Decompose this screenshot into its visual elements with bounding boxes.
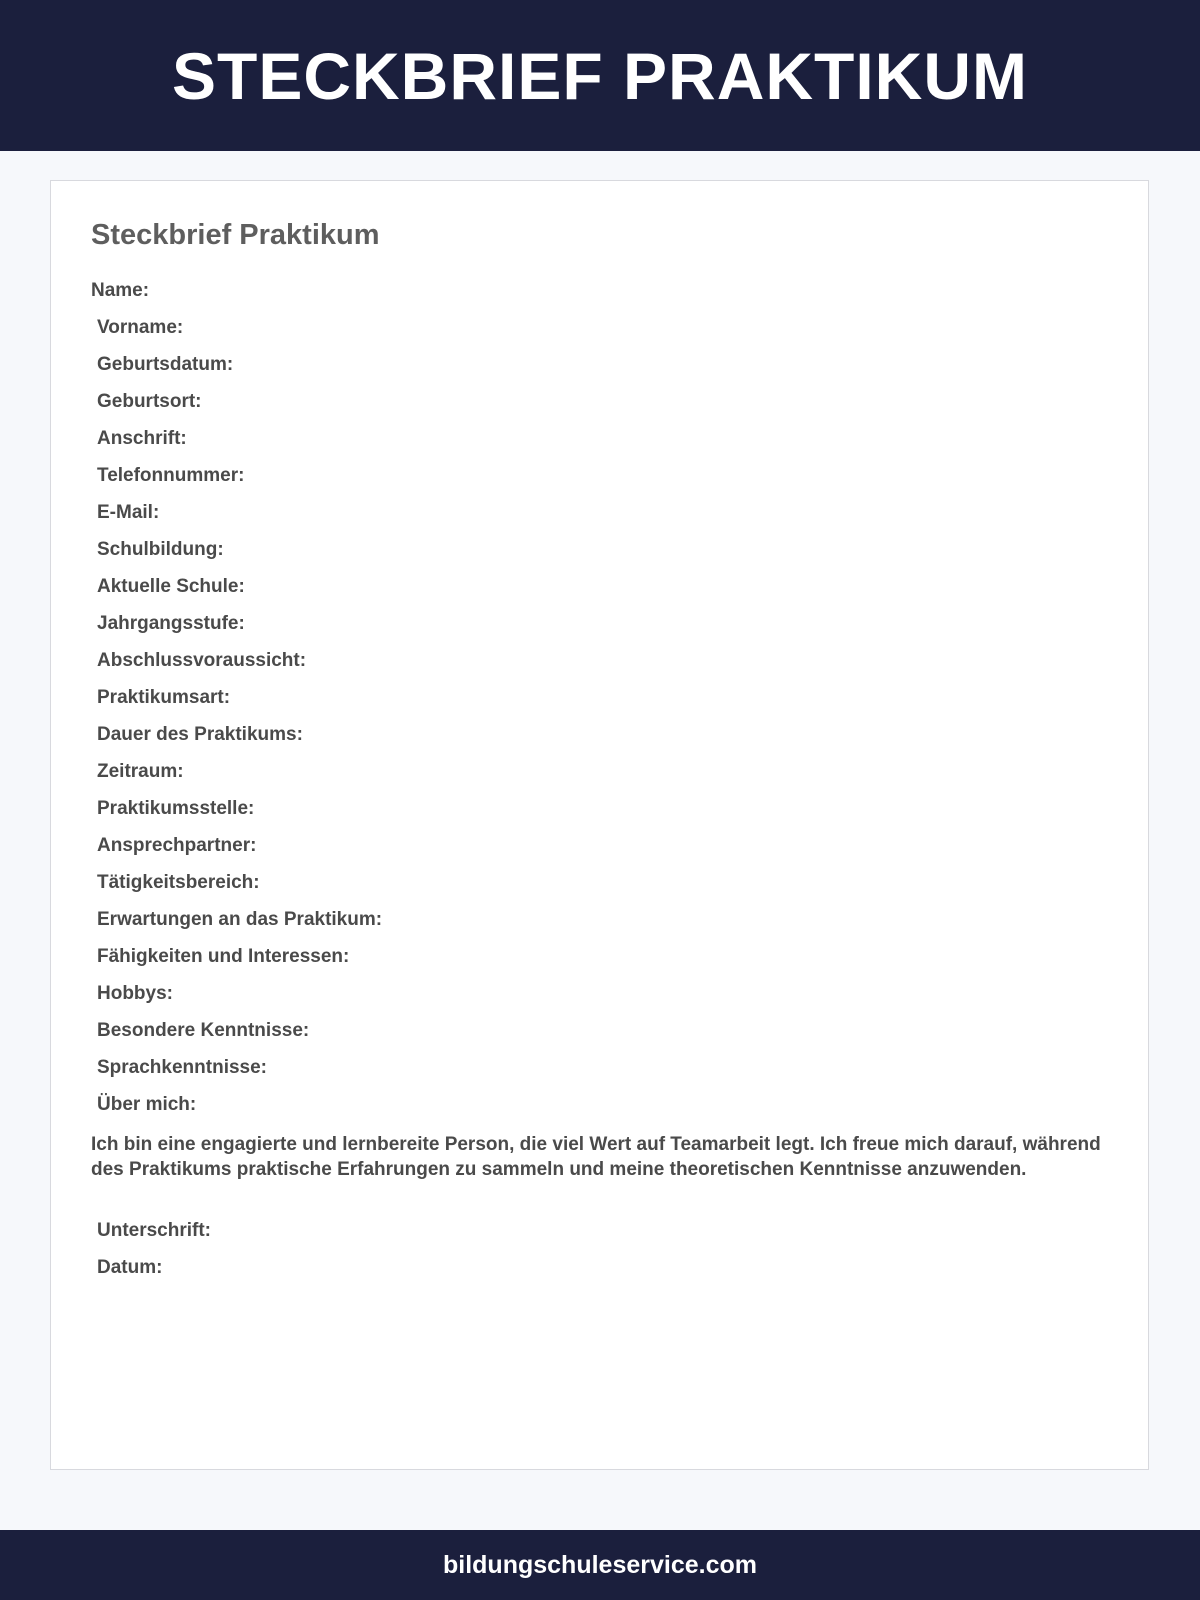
field-schulbildung: Schulbildung: <box>97 539 224 560</box>
field-unterschrift: Unterschrift: <box>97 1220 212 1241</box>
field-dauer-des-praktikums: Dauer des Praktikums: <box>97 724 303 745</box>
field-datum: Datum: <box>97 1257 163 1278</box>
banner-title: STECKBRIEF PRAKTIKUM <box>172 38 1028 113</box>
field-erwartungen: Erwartungen an das Praktikum: <box>97 909 383 930</box>
field-abschlussvoraussicht: Abschlussvoraussicht: <box>97 650 307 671</box>
card-title: Steckbrief Praktikum <box>91 219 380 251</box>
about-me-text: Ich bin eine engagierte und lernbereite Person, die viel Wert auf Teamarbeit legt. Ich freue mich darauf, während des Praktikums praktische Erfahrungen zu sammeln und meine theoretischen Kenntnisse anzuwenden. <box>91 1134 1101 1180</box>
field-zeitraum: Zeitraum: <box>97 761 184 782</box>
field-aktuelle-schule: Aktuelle Schule: <box>97 576 245 597</box>
field-taetigkeitsbereich: Tätigkeitsbereich: <box>97 872 260 893</box>
field-sprachkenntnisse: Sprachkenntnisse: <box>97 1057 267 1078</box>
footer-bar <box>0 1530 1200 1600</box>
field-geburtsdatum: Geburtsdatum: <box>97 354 234 375</box>
field-geburtsort: Geburtsort: <box>97 391 202 412</box>
field-praktikumsstelle: Praktikumsstelle: <box>97 798 255 819</box>
field-telefonnummer: Telefonnummer: <box>97 465 245 486</box>
field-besondere-kenntnisse: Besondere Kenntnisse: <box>97 1020 310 1041</box>
field-faehigkeiten-interessen: Fähigkeiten und Interessen: <box>97 946 350 967</box>
field-hobbys: Hobbys: <box>97 983 173 1004</box>
header-banner <box>0 0 1200 151</box>
field-name: Name: <box>91 280 150 301</box>
field-ansprechpartner: Ansprechpartner: <box>97 835 257 856</box>
field-ueber-mich: Über mich: <box>97 1094 197 1115</box>
field-jahrgangsstufe: Jahrgangsstufe: <box>97 613 245 634</box>
field-email: E-Mail: <box>97 502 160 523</box>
field-vorname: Vorname: <box>97 317 184 338</box>
profile-card <box>50 180 1149 1470</box>
field-anschrift: Anschrift: <box>97 428 187 449</box>
footer-site-name: bildungschuleservice.com <box>443 1550 757 1579</box>
field-praktikumsart: Praktikumsart: <box>97 687 231 708</box>
